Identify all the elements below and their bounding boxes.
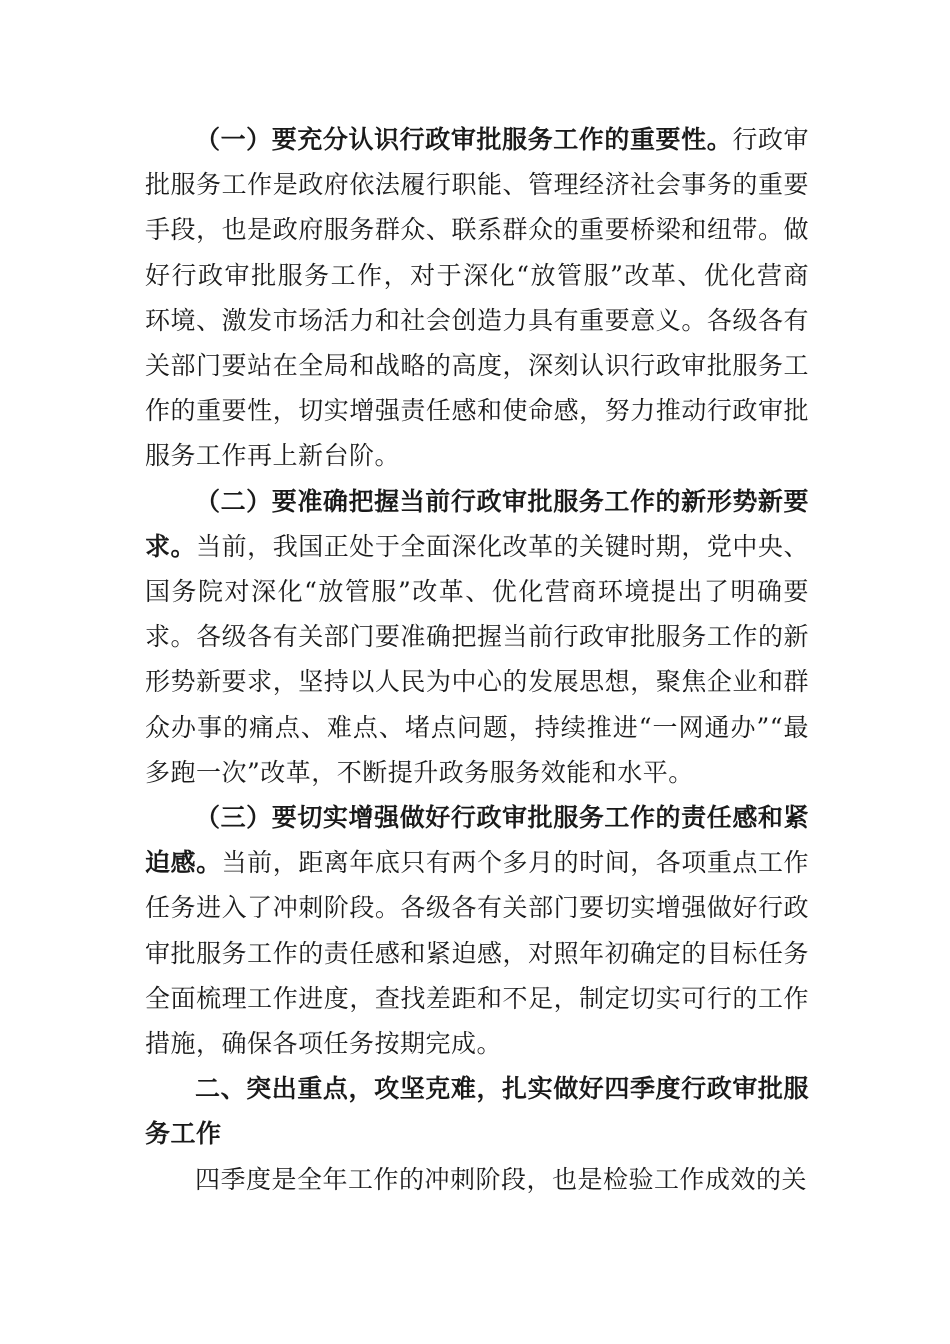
paragraph-1-body: 行政审批服务工作是政府依法履行职能、管理经济社会事务的重要手段，也是政府服务群众、联系群众的重要桥梁和纽带。做好行政审批服务工作，对于深化“放管服”改革、优化营商环境、激发市场活力和社会创造力具有重要意义。各级各有关部门要站在全局和战略的高度，深刻认识行政审批服务工作的重要性，切实增强责任感和使命感，努力推动行政审批服务工作再上新台阶。	[145, 125, 809, 471]
paragraph-1	[145, 117, 809, 479]
paragraph-1-lead: （一）要充分认识行政审批服务工作的重要性。	[195, 125, 733, 154]
paragraph-2	[145, 479, 809, 795]
section-heading: 二、突出重点，攻坚克难，扎实做好四季度行政审批服务工作	[145, 1074, 809, 1149]
paragraph-3	[145, 795, 809, 1066]
paragraph-3-body: 当前，距离年底只有两个多月的时间，各项重点工作任务进入了冲刺阶段。各级各有关部门要切实增强做好行政审批服务工作的责任感和紧迫感，对照年初确定的目标任务全面梳理工作进度，查找差距和不足，制定切实可行的工作措施，确保各项任务按期完成。	[145, 848, 809, 1059]
paragraph-2-lead: （二）要准确把握当前行政审批服务工作的新形势新要求。	[145, 486, 809, 561]
closing-paragraph: 四季度是全年工作的冲刺阶段，也是检验工作成效的关	[195, 1164, 808, 1194]
paragraph-2-body: 当前，我国正处于全面深化改革的关键时期，党中央、国务院对深化“放管服”改革、优化营商环境提出了明确要求。各级各有关部门要准确把握当前行政审批服务工作的新形势新要求，坚持以人民为中心的发展思想，聚焦企业和群众办事的痛点、难点、堵点问题，持续推进“一网通办”“最多跑一次”改革，不断提升政务服务效能和水平。	[145, 531, 809, 787]
document-page	[145, 117, 809, 1202]
paragraph-3-lead: （三）要切实增强做好行政审批服务工作的责任感和紧迫感。	[145, 803, 809, 878]
